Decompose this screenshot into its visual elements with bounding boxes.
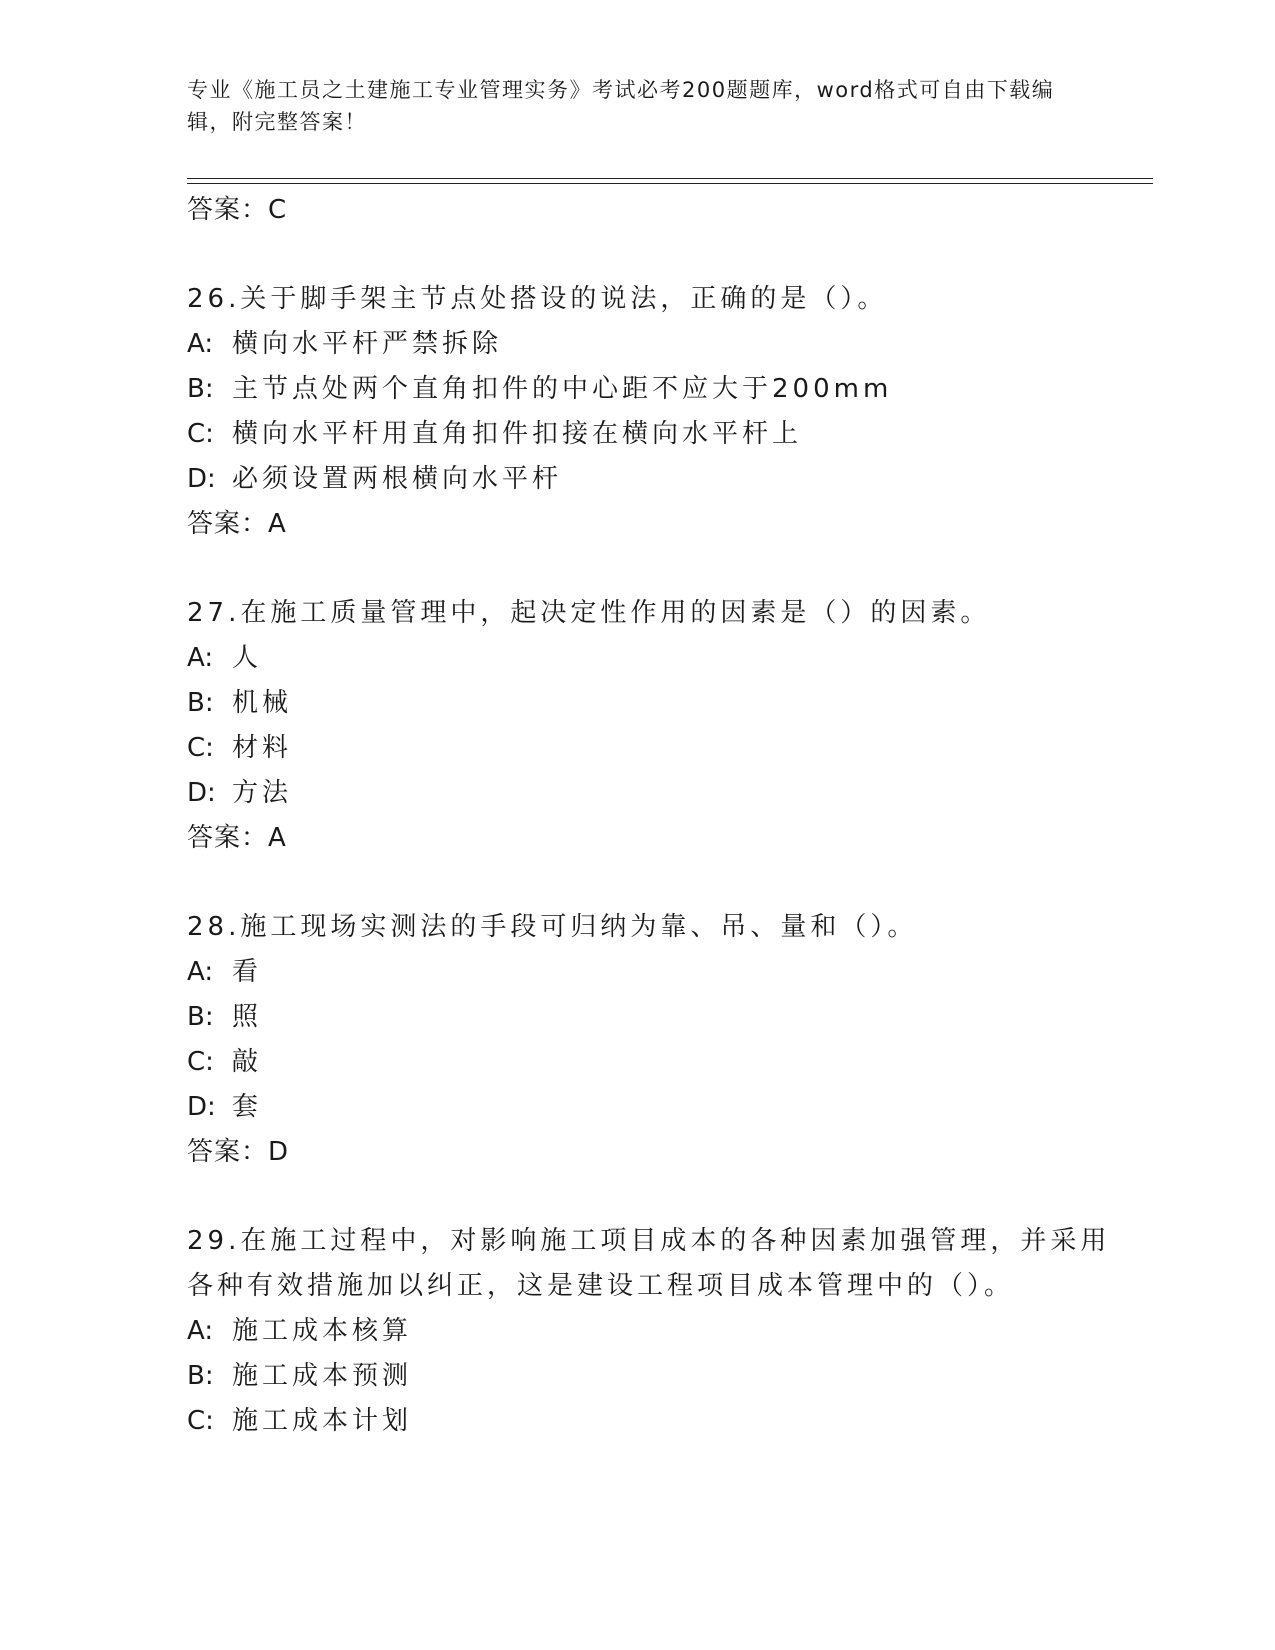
option-text: 主节点处两个直角扣件的中心距不应大于200mm (232, 374, 893, 404)
option-line (187, 457, 1117, 502)
option-text: 套 (232, 1092, 263, 1122)
option-label: C: (187, 1406, 214, 1436)
option-line (187, 1040, 1117, 1085)
option-line (187, 995, 1117, 1040)
option-label: A: (187, 329, 214, 359)
option-line (187, 1085, 1117, 1130)
answer-line: 答案：C (187, 195, 288, 225)
option-text: 机械 (232, 688, 293, 718)
option-line (187, 950, 1117, 995)
option-line (187, 322, 1117, 367)
option-text: 横向水平杆用直角扣件扣接在横向水平杆上 (232, 419, 803, 449)
answer-line: 答案：A (187, 823, 287, 853)
document-body (187, 188, 1117, 1488)
option-text: 材料 (232, 733, 293, 763)
option-label: A: (187, 643, 214, 673)
question-text: 29.在施工过程中，对影响施工项目成本的各种因素加强管理，并采用各种有效措施加以纠正，这是建设工程项目成本管理中的（）。 (187, 1226, 1111, 1301)
header-rule (187, 183, 1153, 184)
option-label: A: (187, 1316, 214, 1346)
option-line (187, 726, 1117, 771)
answer-line: 答案：D (187, 1137, 290, 1167)
option-label: B: (187, 1361, 214, 1391)
option-text: 施工成本核算 (232, 1316, 413, 1346)
question-text: 26.关于脚手架主节点处搭设的说法，正确的是（）。 (187, 284, 888, 314)
option-line (187, 1354, 1117, 1399)
option-text: 人 (232, 643, 263, 673)
option-text: 敲 (232, 1047, 263, 1077)
option-label: C: (187, 419, 214, 449)
header-rule (187, 178, 1153, 179)
option-label: D: (187, 1092, 216, 1122)
question-block (187, 1219, 1117, 1444)
option-label: B: (187, 1002, 214, 1032)
option-line (187, 1399, 1117, 1444)
option-text: 施工成本计划 (232, 1406, 413, 1436)
option-text: 看 (232, 957, 263, 987)
document-header: 专业《施工员之土建施工专业管理实务》考试必考200题题库，word格式可自由下载编辑，附完整答案！ (187, 78, 1055, 134)
option-text: 照 (232, 1002, 263, 1032)
option-text: 施工成本预测 (232, 1361, 413, 1391)
question-block (187, 905, 1117, 1175)
option-text: 方法 (232, 778, 293, 808)
question-text: 28.施工现场实测法的手段可归纳为靠、吊、量和（）。 (187, 912, 918, 942)
option-line (187, 771, 1117, 816)
option-label: C: (187, 733, 214, 763)
option-label: C: (187, 1047, 214, 1077)
option-line (187, 1309, 1117, 1354)
option-line (187, 412, 1117, 457)
option-label: A: (187, 957, 214, 987)
option-label: B: (187, 374, 214, 404)
option-line (187, 636, 1117, 681)
answer-line: 答案：A (187, 509, 287, 539)
question-block (187, 591, 1117, 861)
option-label: D: (187, 778, 216, 808)
option-label: D: (187, 464, 216, 494)
option-text: 必须设置两根横向水平杆 (232, 464, 563, 494)
question-block (187, 277, 1117, 547)
option-text: 横向水平杆严禁拆除 (232, 329, 503, 359)
option-label: B: (187, 688, 214, 718)
question-text: 27.在施工质量管理中，起决定性作用的因素是（）的因素。 (187, 598, 991, 628)
option-line (187, 681, 1117, 726)
option-line (187, 367, 1117, 412)
